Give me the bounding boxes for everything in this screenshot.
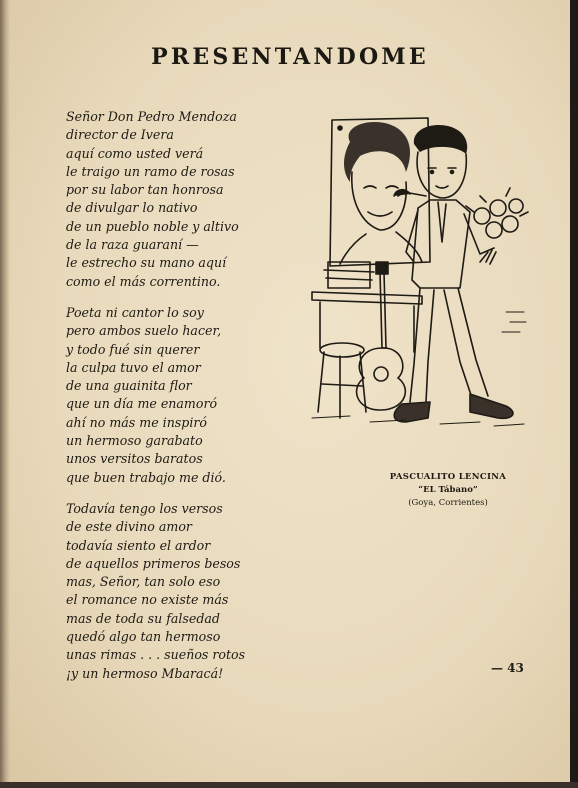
stanza-1 [66, 108, 266, 291]
poem-line: le traigo un ramo de rosas [66, 163, 235, 179]
illustration-caption [386, 472, 510, 508]
poem-line: que un día me enamoró [66, 396, 218, 412]
table-icon [312, 262, 422, 352]
stanza-3 [66, 500, 266, 683]
poem-line: de divulgar lo nativo [66, 200, 198, 216]
poem-line: ¡y un hermoso Mbaracá! [66, 665, 224, 681]
poem-line: de un pueblo noble y altivo [66, 218, 239, 234]
caption-name: PASCUALITO LENCINA [389, 472, 507, 482]
caricature-drawing-icon [310, 112, 532, 442]
poem-line: la culpa tuvo el amor [66, 359, 201, 375]
poem-line: de una guainita flor [66, 378, 192, 394]
poem-line: unos versitos baratos [66, 451, 203, 467]
poem-line: mas de toda su falsedad [66, 610, 220, 626]
man-figure-icon [394, 125, 513, 422]
poem-line: quedó algo tan hermoso [66, 629, 221, 645]
stanza-2 [66, 304, 266, 487]
poem-line: ahí no más me inspiró [66, 414, 207, 430]
poem-line: de este divino amor [66, 519, 192, 535]
poem-line: como el más correntino. [66, 273, 221, 289]
poem-line: y todo fué sin querer [66, 341, 200, 357]
poem-line: Todavía tengo los versos [66, 500, 223, 516]
poem-line: el romance no existe más [66, 592, 229, 608]
page-gutter [0, 0, 10, 788]
poem-line: Señor Don Pedro Mendoza [66, 109, 237, 124]
poem-line: director de Ivera [66, 127, 174, 143]
caption-nickname: “EL Tábano” [418, 485, 478, 495]
page-edge-right [570, 0, 578, 788]
poem-line: todavía siento el ardor [66, 537, 211, 553]
poem-line: que buen trabajo me dió. [66, 469, 226, 485]
poem-line: unas rimas . . . sueños rotos [66, 647, 246, 663]
poem-line: por su labor tan honrosa [66, 182, 224, 198]
poem-line: aquí como usted verá [66, 145, 204, 161]
page-edge-bottom [0, 782, 578, 788]
caption-place: (Goya, Corrientes) [408, 498, 488, 508]
stool-icon [318, 343, 366, 418]
poem-line: pero ambos suelo hacer, [66, 323, 222, 339]
poem [66, 108, 266, 696]
page-title: PRESENTANDOME [151, 44, 429, 70]
poem-line: le estrecho su mano aquí [66, 255, 227, 271]
poem-line: de la raza guaraní — [66, 237, 199, 253]
rose-bouquet-icon [466, 188, 528, 264]
poem-line: de aquellos primeros besos [66, 555, 241, 571]
poem-line: un hermoso garabato [66, 433, 203, 449]
page-number: — 43 [491, 661, 524, 675]
poem-line: mas, Señor, tan solo eso [66, 574, 221, 590]
poem-line: Poeta ni cantor lo soy [66, 304, 204, 320]
